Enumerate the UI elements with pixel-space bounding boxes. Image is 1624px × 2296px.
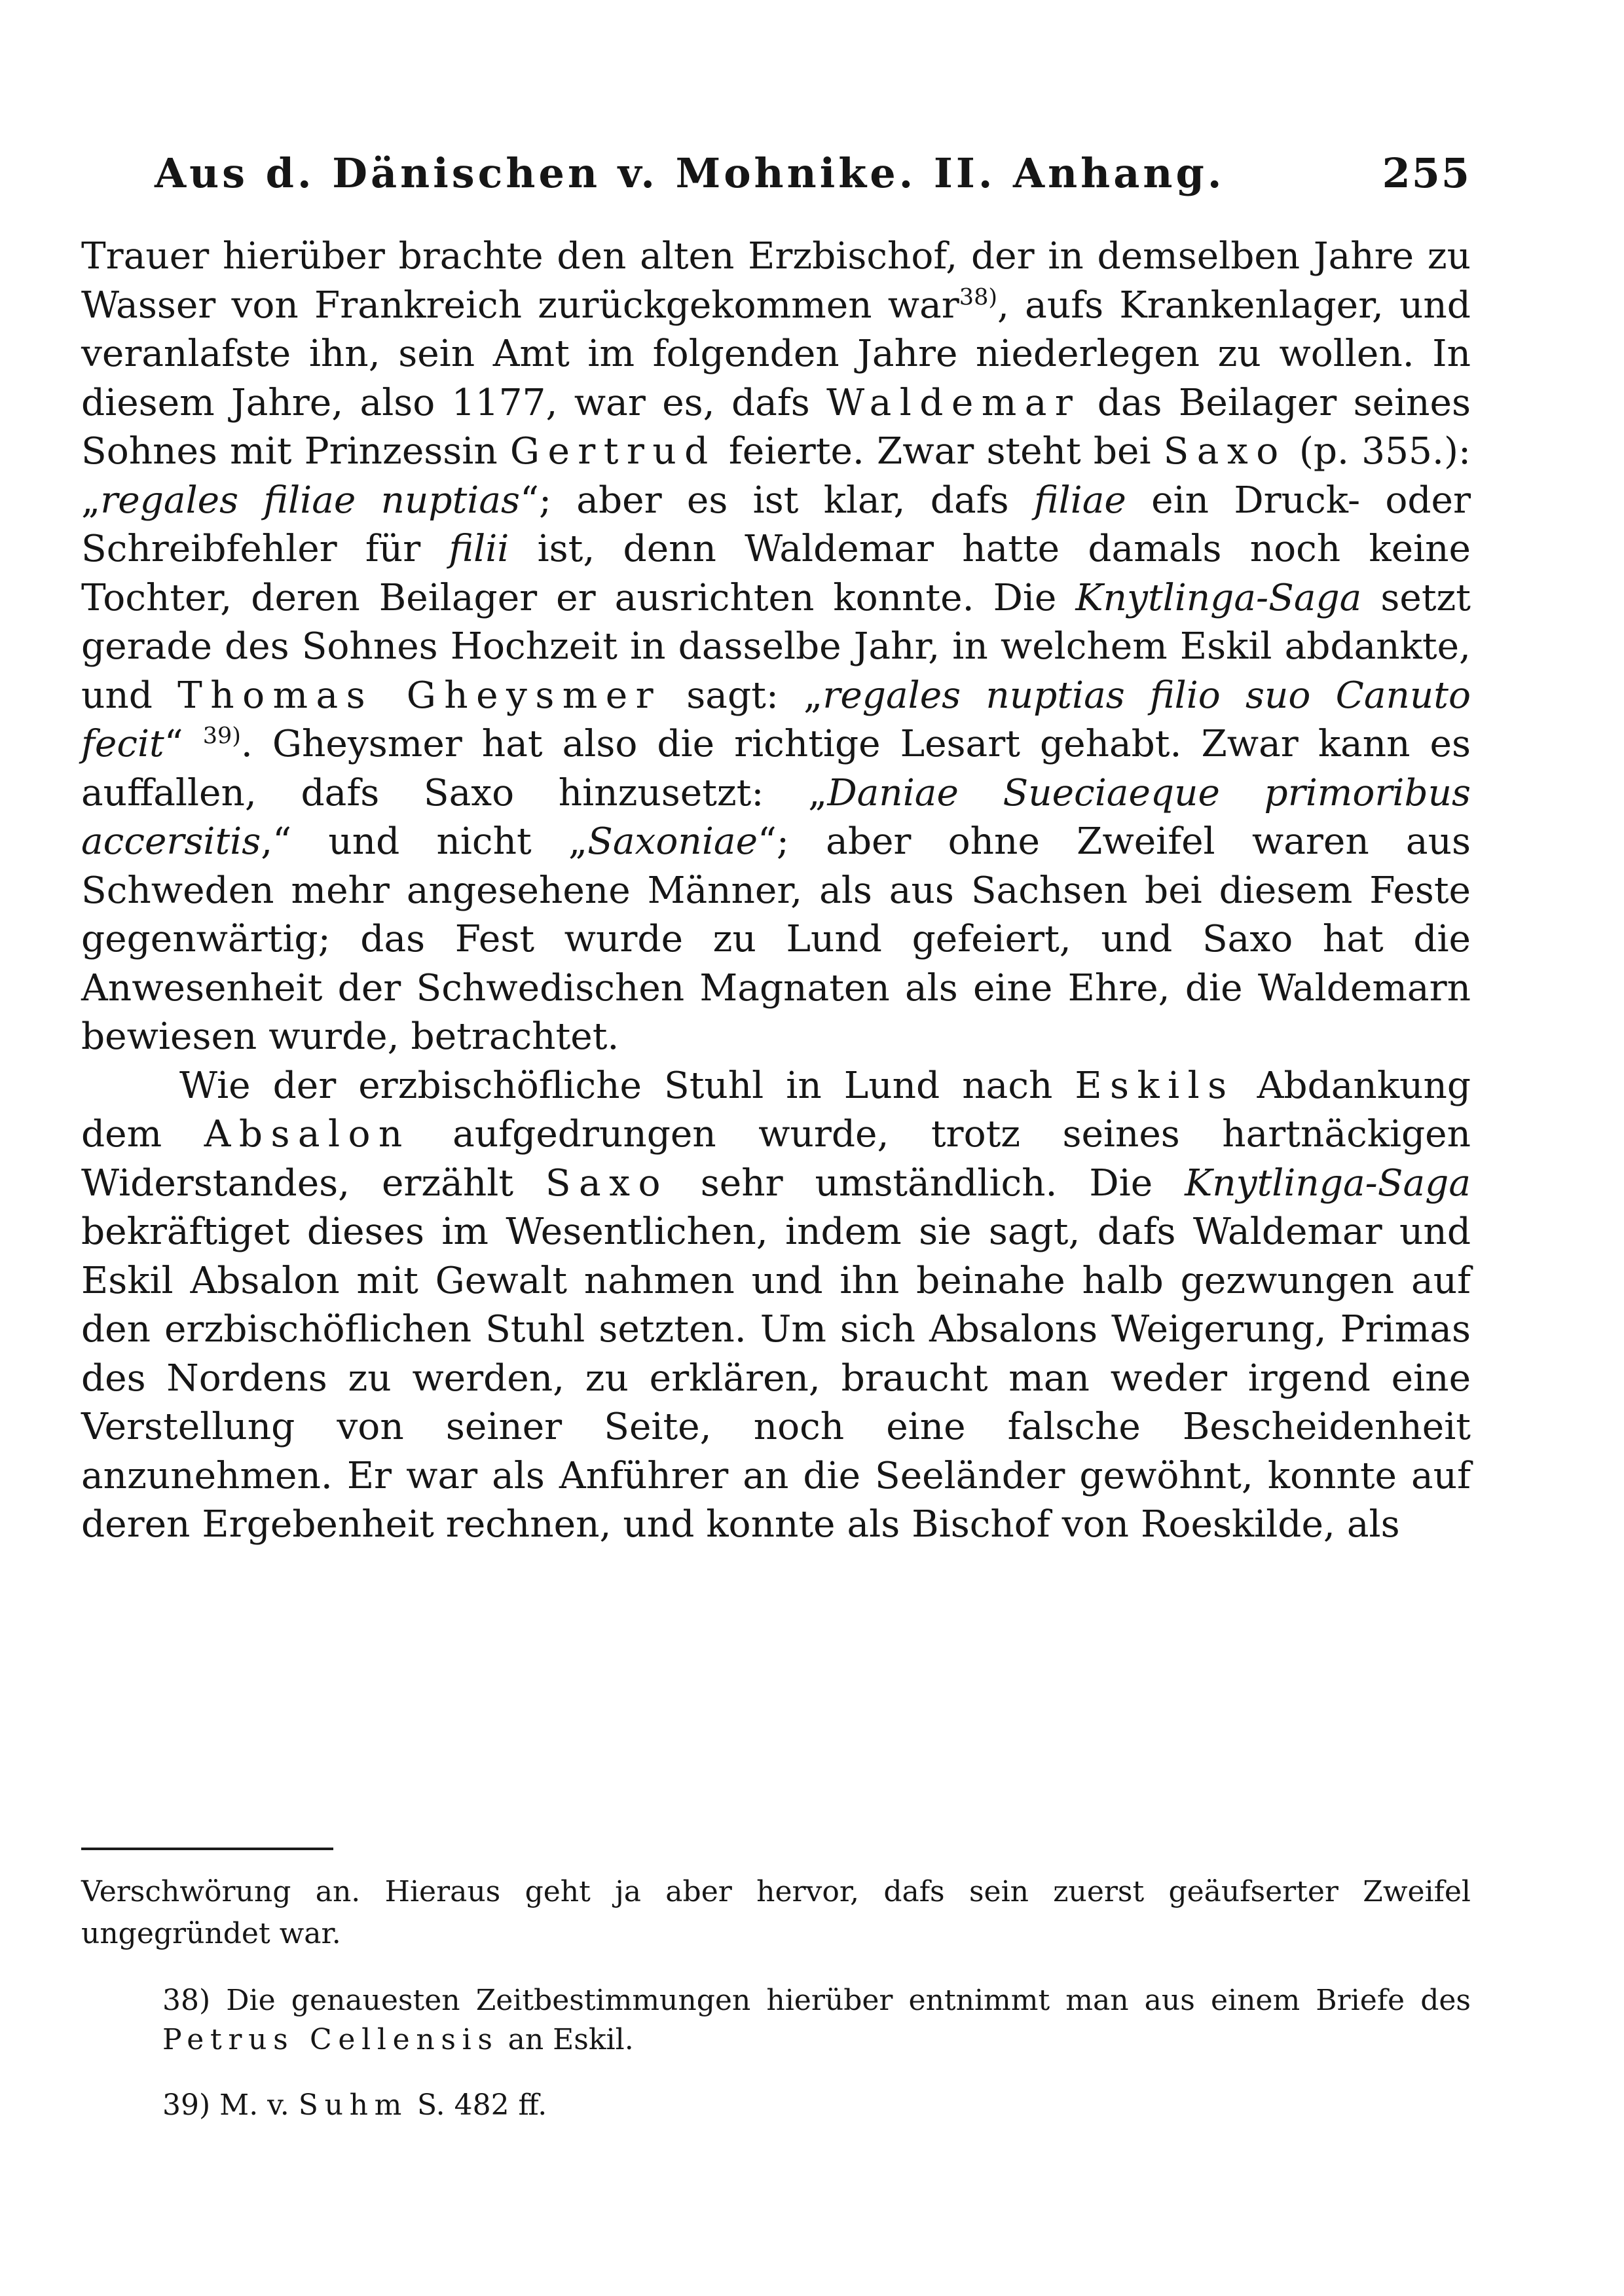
latin-word: filiae bbox=[1033, 479, 1126, 522]
paragraph-2 bbox=[81, 1062, 1471, 1550]
name-absalon: Absalon bbox=[204, 1113, 411, 1156]
latin-word: Saxoniae bbox=[587, 820, 758, 863]
name-suhm: Suhm bbox=[298, 2088, 409, 2122]
name-waldemar: Waldemar bbox=[826, 381, 1081, 424]
text-run: ,“ und nicht „ bbox=[261, 820, 588, 863]
text-run: “; aber ohne Zweifel waren aus Schweden mehr angesehene Männer, als aus Sachsen bei diesem Feste gegenwärtig; das Fest wurde zu Lund gefeiert, und Saxo hat die Anwesenheit der Schwedischen Magnaten als eine Ehre, die Waldemarn bewiesen wurde, betrachtet. bbox=[81, 820, 1471, 1058]
text-run: 39) M. v. bbox=[162, 2088, 299, 2122]
text-run: bekräftiget dieses im Wesentlichen, indem sie sagt, dafs Waldemar und Eskil Absalon mit Gewalt nahmen und ihn beinahe halb gezwungen auf den erzbischöflichen Stuhl setzten. Um sich Absalons Weigerung, Primas des Nordens zu werden, zu erklären, braucht man weder irgend eine Verstellung von seiner Seite, noch eine falsche Bescheidenheit anzunehmen. Er war als Anführer an die Seeländer gewöhnt, konnte auf deren Ergebenheit rechnen, und konnte als Bischof von Roeskilde, als bbox=[81, 1211, 1471, 1546]
name-gertrud: Gertrud bbox=[509, 430, 716, 473]
running-header bbox=[155, 149, 1471, 215]
text-run: S. 482 ff. bbox=[408, 2088, 547, 2122]
text-run: ein Druck- oder Schreibfehler für bbox=[81, 479, 1471, 570]
name-saxo: Saxo bbox=[1163, 430, 1287, 473]
latin-quote: regales filiae nuptias bbox=[100, 479, 521, 522]
footnote-continuation: Verschwörung an. Hieraus geht ja aber hervor, dafs sein zuerst geäufserter Zweifel ungegründet war. bbox=[81, 1875, 1471, 1950]
name-petrus-cellensis: Petrus Cellensis bbox=[162, 2023, 499, 2056]
text-run: Abdankung dem bbox=[81, 1064, 1471, 1156]
text-run: “; aber es ist klar, dafs bbox=[520, 479, 1034, 522]
name-saxo: Saxo bbox=[545, 1161, 669, 1205]
footnote-ref-38: 38) bbox=[959, 283, 998, 311]
footnote-39 bbox=[81, 2086, 1471, 2125]
text-run: , aufs Krankenlager, und veranlafste ihn, sein Amt im folgenden Jahre niederlegen zu wollen. In diesem Jahre, also 1177, war es, dafs bbox=[81, 283, 1471, 424]
latin-word: filii bbox=[449, 528, 509, 570]
running-title: Aus d. Dänischen v. Mohnike. II. Anhang. bbox=[155, 149, 1225, 197]
text-run: ist, denn Waldemar hatte damals noch keine Tochter, deren Beilager er ausrichten konnte. Die bbox=[81, 528, 1471, 619]
footnote-38 bbox=[81, 1981, 1471, 2060]
text-run: sehr umständlich. Die bbox=[668, 1161, 1185, 1205]
text-run: Wie der erzbischöfliche Stuhl in Lund nach bbox=[179, 1064, 1075, 1107]
name-thomas-gheysmer: Thomas Gheysmer bbox=[177, 674, 662, 717]
main-text bbox=[81, 232, 1471, 1550]
text-run: setzt gerade des Sohnes Hochzeit in dasselbe Jahr, in welchem Eskil abdankte, und bbox=[81, 576, 1471, 717]
text-run: feierte. Zwar steht bei bbox=[716, 430, 1164, 473]
footnote-divider bbox=[81, 1848, 333, 1850]
text-run: “ bbox=[164, 723, 203, 765]
text-run: (p. 355.): „ bbox=[81, 430, 1471, 522]
latin-quote: Daniae Sueciaeque primoribus accersitis bbox=[81, 771, 1471, 863]
page-number: 255 bbox=[1382, 149, 1471, 197]
saga-title: Knytlinga-Saga bbox=[1075, 576, 1362, 619]
name-eskils: Eskils bbox=[1075, 1064, 1235, 1107]
text-run: 38) Die genauesten Zeitbestimmungen hierüber entnimmt man aus einem Briefe des bbox=[162, 1984, 1471, 2017]
text-run: an Eskil. bbox=[498, 2023, 634, 2056]
footnote-ref-39: 39) bbox=[202, 722, 241, 750]
text-run: aufgedrungen wurde, trotz seines hartnäckigen Widerstandes, erzählt bbox=[81, 1113, 1471, 1205]
footnotes bbox=[81, 1871, 1471, 2125]
text-run: sagt: „ bbox=[661, 674, 823, 717]
saga-title: Knytlinga-Saga bbox=[1185, 1161, 1471, 1205]
text-run: das Beilager seines Sohnes mit Prinzessin bbox=[81, 381, 1471, 473]
text-run: . Gheysmer hat also die richtige Lesart gehabt. Zwar kann es auffallen, dafs Saxo hinzusetzt: „ bbox=[81, 723, 1471, 814]
text-run: Trauer hierüber brachte den alten Erzbischof, der in demselben Jahre zu Wasser von Frankreich zurückgekommen war bbox=[81, 235, 1471, 327]
latin-quote: regales nuptias filio suo Canuto fecit bbox=[81, 674, 1471, 765]
paragraph-1 bbox=[81, 232, 1471, 1062]
